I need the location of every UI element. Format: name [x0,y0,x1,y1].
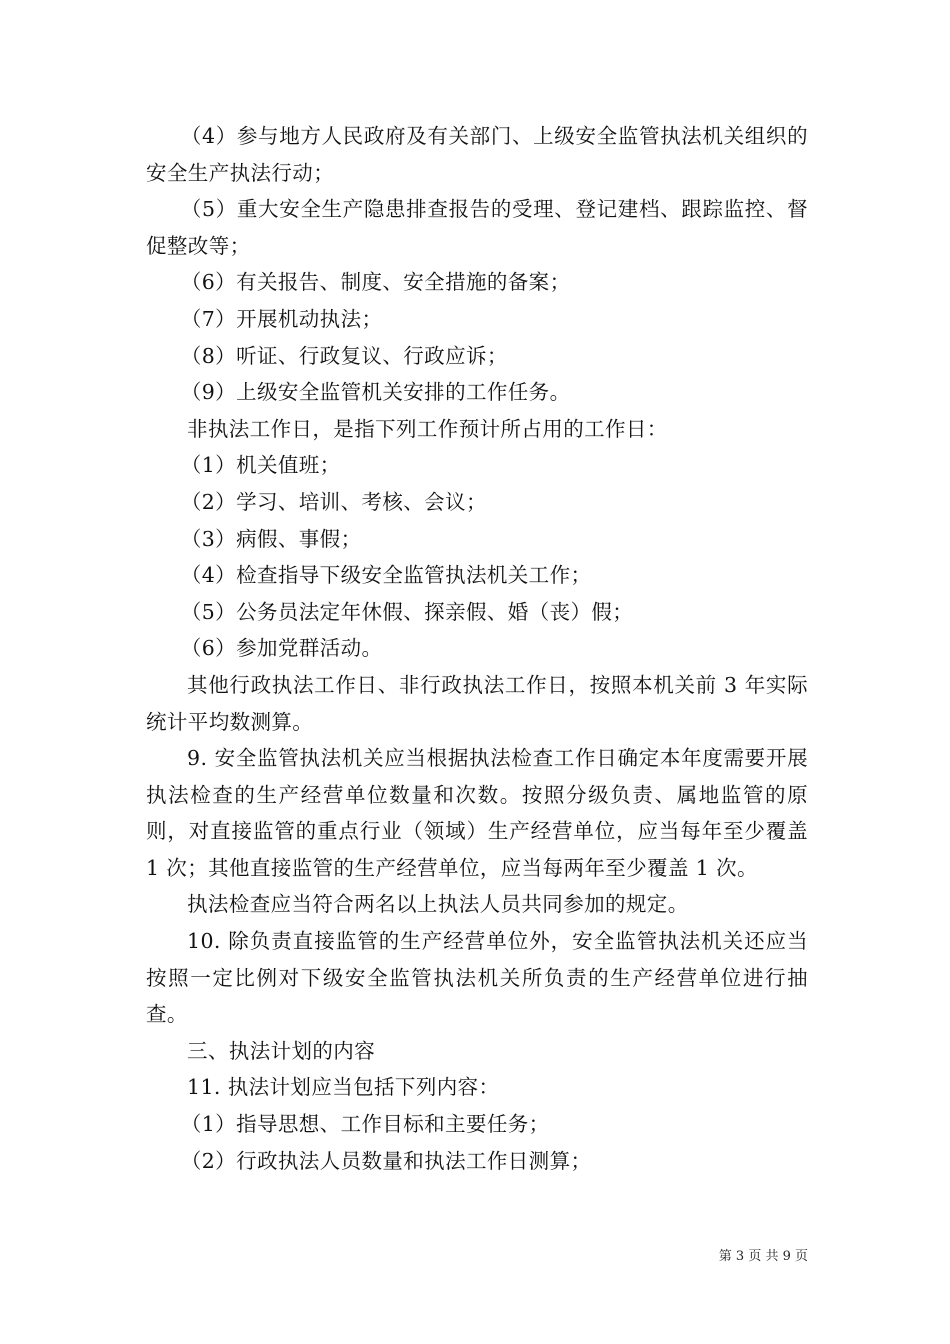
paragraph-item-9: （9）上级安全监管机关安排的工作任务。 [180,380,571,405]
page-indicator: 第 3 页 共 9 页 [718,1249,808,1264]
paragraph-article-9: 9. 安全监管执法机关应当根据执法检查工作日确定本年度需要开展执法检查的生产经营单位数量和次数。按照分级负责、属地监管的原则，对直接监管的重点行业（领域）生产经营单位，应当每年至少覆盖 1 次；其他直接监管的生产经营单位，应当每两年至少覆盖 1 次。 [146,746,808,880]
paragraph-non-enforcement-4: （4）检查指导下级安全监管执法机关工作； [180,563,592,588]
paragraph-non-enforcement-6: （6）参加党群活动。 [180,636,383,661]
document-body [146,118,808,1179]
paragraph-item-8: （8）听证、行政复议、行政应诉； [180,343,508,368]
paragraph-other-workdays: 其他行政执法工作日、非行政执法工作日，按照本机关前 3 年实际统计平均数测算。 [146,672,808,734]
paragraph-inspection-rule: 执法检查应当符合两名以上执法人员共同参加的规定。 [187,892,689,917]
paragraph-non-enforcement-5: （5）公务员法定年休假、探亲假、婚（丧）假； [180,599,634,624]
paragraph-item-5: （5）重大安全生产隐患排查报告的受理、登记建档、跟踪监控、督促整改等； [146,197,808,258]
paragraph-item-4: （4）参与地方人民政府及有关部门、上级安全监管执法机关组织的安全生产执法行动； [146,124,808,185]
section-heading-3: 三、执法计划的内容 [187,1038,376,1063]
paragraph-item-7: （7）开展机动执法； [180,306,383,331]
paragraph-article-11: 11. 执法计划应当包括下列内容： [187,1075,500,1100]
paragraph-item-6: （6）有关报告、制度、安全措施的备案； [180,270,571,295]
paragraph-plan-content-1: （1）指导思想、工作目标和主要任务； [180,1112,550,1137]
paragraph-non-enforcement-3: （3）病假、事假； [180,526,362,551]
paragraph-plan-content-2: （2）行政执法人员数量和执法工作日测算； [180,1148,592,1173]
paragraph-non-enforcement-1: （1）机关值班； [180,453,341,478]
paragraph-non-enforcement-intro: 非执法工作日，是指下列工作预计所占用的工作日： [187,416,668,441]
paragraph-article-10: 10. 除负责直接监管的生产经营单位外，安全监管执法机关还应当按照一定比例对下级安全监管执法机关所负责的生产经营单位进行抽查。 [146,929,808,1027]
paragraph-non-enforcement-2: （2）学习、培训、考核、会议； [180,489,487,514]
